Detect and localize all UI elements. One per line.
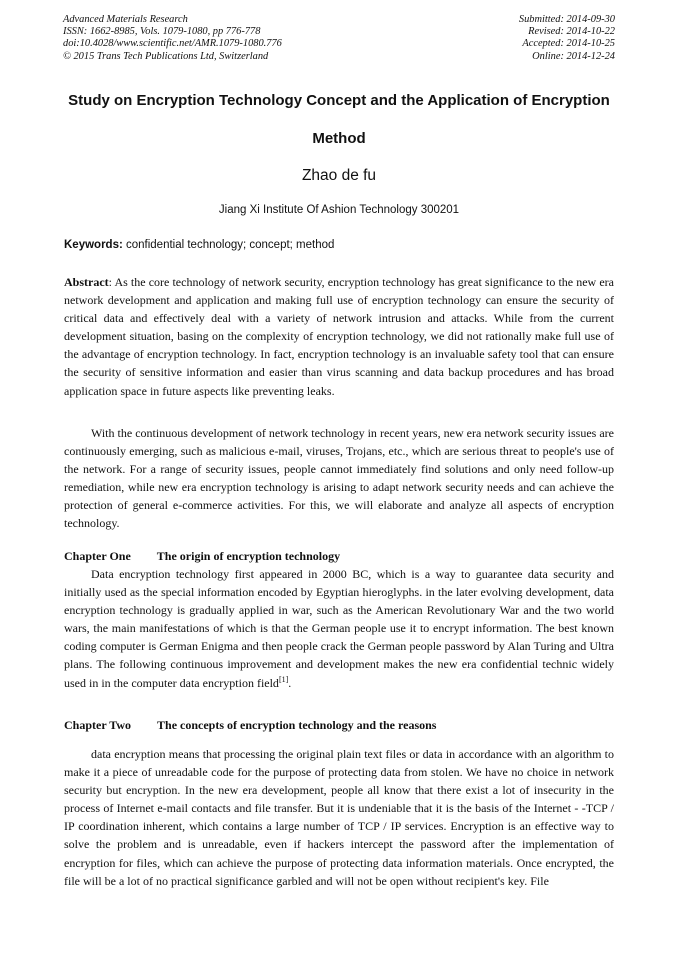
citation-ref: [1] <box>278 674 289 684</box>
chapter-one-heading <box>64 547 614 565</box>
submitted-date: Submitted: 2014-09-30 <box>518 14 615 25</box>
keywords-label: Keywords: <box>64 239 123 251</box>
paper-title: Study on Encryption Technology Concept and the Application of Encryption Method <box>68 92 610 147</box>
chapter-one-text: Data encryption technology first appeared in 2000 BC, which is a way to guarantee data security and initially used as the special information encoded by Egyptian hieroglyphs. in the later evolving development, data encryption technology is gradually applied in war, such as the American Revolutionary War and the two world wars, the main manifestations of which is that the German people use it to encrypt information. The best known coding computer is German Enigma and then people crack the German people password by Alan Turing and Ultra plans. The following continuous improvement and development makes the new era confidential technic widely used in in the computer data encryption field <box>64 567 614 690</box>
intro-paragraph: With the continuous development of network technology in recent years, new era network security issues are continuously emerging, such as malicious e-mail, viruses, Trojans, etc., which are serious threat to people's use of the network. For a range of security issues, people cannot immediately find solutions and only need follow-up remediation, while new era encryption technology is arising to adapt network security needs and can achieve the protection of general e-commerce activities. For this, we will elaborate and analyze all aspects of encryption technology. <box>64 426 614 531</box>
chapter-two-title: The concepts of encryption technology and the reasons <box>157 718 437 732</box>
abstract-label: Abstract <box>64 275 109 289</box>
chapter-two-label: Chapter Two <box>64 718 132 732</box>
chapter-one-title: The origin of encryption technology <box>156 549 341 563</box>
online-date: Online: 2014-12-24 <box>532 50 615 62</box>
issn-line: ISSN: 1662-8985, Vols. 1079-1080, pp 776-778 <box>63 26 261 38</box>
keywords <box>64 237 614 253</box>
doi-line: doi:10.4028/www.scientific.net/AMR.1079-1080.776 <box>63 38 282 50</box>
journal-name: Advanced Materials Research <box>63 14 188 25</box>
chapter-two-heading <box>64 716 614 734</box>
chapter-one-label: Chapter One <box>64 549 131 563</box>
author-affiliation: Jiang Xi Institute Of Ashion Technology 300201 <box>218 204 460 216</box>
accepted-date: Accepted: 2014-10-25 <box>522 38 615 50</box>
copyright-line: © 2015 Trans Tech Publications Ltd, Switzerland <box>63 50 269 62</box>
chapter-two-body: data encryption means that processing the original plain text files or data in accordance with an algorithm to make it a piece of unreadable code for the purpose of protecting data from stolen. We have no choice in network security but encryption. In the new era development, people all know that there exist a lot of insecurity in the process of Internet e-mail contacts and file transfer. But it is undeniable that it is the basis of the Internet - -TCP / IP coordination inherent, which contains a large number of TCP / IP services. Encryption is an effective way to solve the problem and is unreadable, even if hackers intercept the password after the implementation of encryption for files, which can achieve the purpose of protecting data information materials. Once encrypted, the file will be a lot of no practical significance garbled and will not be open without recipient's key. File <box>64 747 614 888</box>
chapter-one-body <box>64 565 614 692</box>
dates-info <box>519 14 615 63</box>
chapter-one-end: . <box>288 675 292 690</box>
abstract <box>64 273 614 400</box>
revised-date: Revised: 2014-10-22 <box>528 26 615 38</box>
journal-info <box>63 14 282 63</box>
keywords-text: confidential technology; concept; method <box>122 239 335 251</box>
author-name: Zhao de fu <box>301 167 377 184</box>
abstract-text: : As the core technology of network security, encryption technology has great significance to the new era network development and application and making full use of encryption technology can ensure the security of critical data and effectively deal with a variety of network intrusion and attacks. While from the current development situation, basing on the complexity of encryption technology, we did not rationally make full use of the advantage of encryption technology. In fact, encryption technology is an invaluable safety tool that can ensure the security of sensitive information and easier than virus scanning and data backup procedures and has broad application space in future aspects like preventing leaks. <box>64 275 614 398</box>
